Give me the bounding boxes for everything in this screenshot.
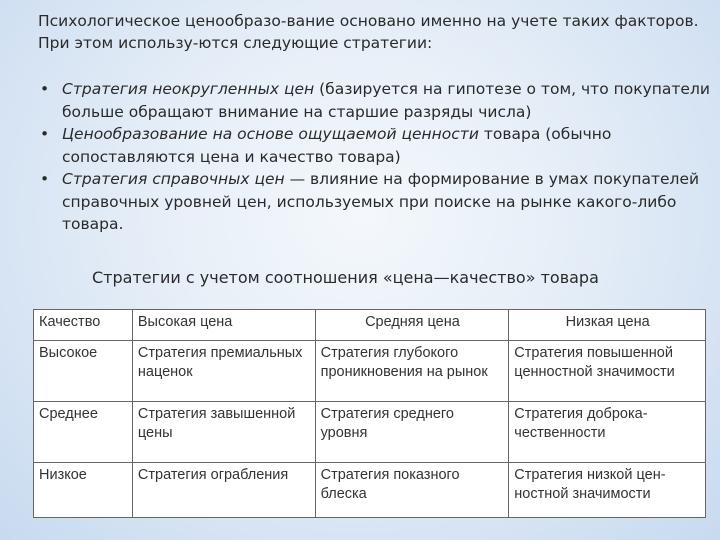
- price-quality-table: [33, 309, 706, 518]
- table-row: [34, 341, 706, 402]
- table-cell: Стратегия показного блеска: [315, 463, 509, 518]
- table-cell: Стратегия завышенной цены: [132, 402, 315, 463]
- table-cell: Стратегия глубокого проникновения на рынок: [315, 341, 509, 402]
- bullet-item: [38, 123, 714, 168]
- bullet-term: Ценообразование на основе ощущаемой ценности: [62, 125, 479, 143]
- bullet-text: (базируется на гипотезе о том, что покупатели больше обращают внимание на старшие разряды числа): [62, 80, 710, 121]
- bullet-item: [38, 168, 714, 236]
- bullet-icon: •: [40, 170, 50, 188]
- table-title: Стратегии с учетом соотношения «цена—качество» товара: [92, 268, 599, 287]
- table-cell: Стратегия повышенной ценностной значимости: [509, 341, 706, 402]
- bullet-text: товара (обычно сопоставляются цена и качество товара): [62, 125, 612, 166]
- bullet-term: Стратегия неокругленных цен: [62, 80, 315, 98]
- header-cell: Качество: [34, 310, 133, 341]
- header-cell: Высокая цена: [132, 310, 315, 341]
- bullet-term: Стратегия справочных цен: [62, 170, 285, 188]
- table-row: [34, 463, 706, 518]
- table-cell: Стратегия доброка-чественности: [509, 402, 706, 463]
- bullet-text: — влияние на формирование в умах покупателей справочных уровней цен, используемых при поиске на рынке какого-либо товара.: [62, 170, 700, 233]
- table-cell: Стратегия ограбления: [132, 463, 315, 518]
- bullet-item: [38, 78, 714, 123]
- table-cell: Среднее: [34, 402, 133, 463]
- bullet-icon: •: [40, 125, 50, 143]
- strategy-bullet-list: [38, 78, 714, 236]
- header-cell: Низкая цена: [509, 310, 706, 341]
- table-cell: Стратегия низкой цен-ностной значимости: [509, 463, 706, 518]
- table-row: [34, 402, 706, 463]
- table-cell: Низкое: [34, 463, 133, 518]
- intro-paragraph: Психологическое ценообразо-вание основано именно на учете таких факторов. При этом использу-ются следующие стратегии:: [38, 12, 699, 52]
- bullet-icon: •: [40, 80, 50, 98]
- table-cell: Высокое: [34, 341, 133, 402]
- header-cell: Средняя цена: [315, 310, 509, 341]
- table-cell: Стратегия среднего уровня: [315, 402, 509, 463]
- table-header-row: [34, 310, 706, 341]
- table-cell: Стратегия премиальных наценок: [132, 341, 315, 402]
